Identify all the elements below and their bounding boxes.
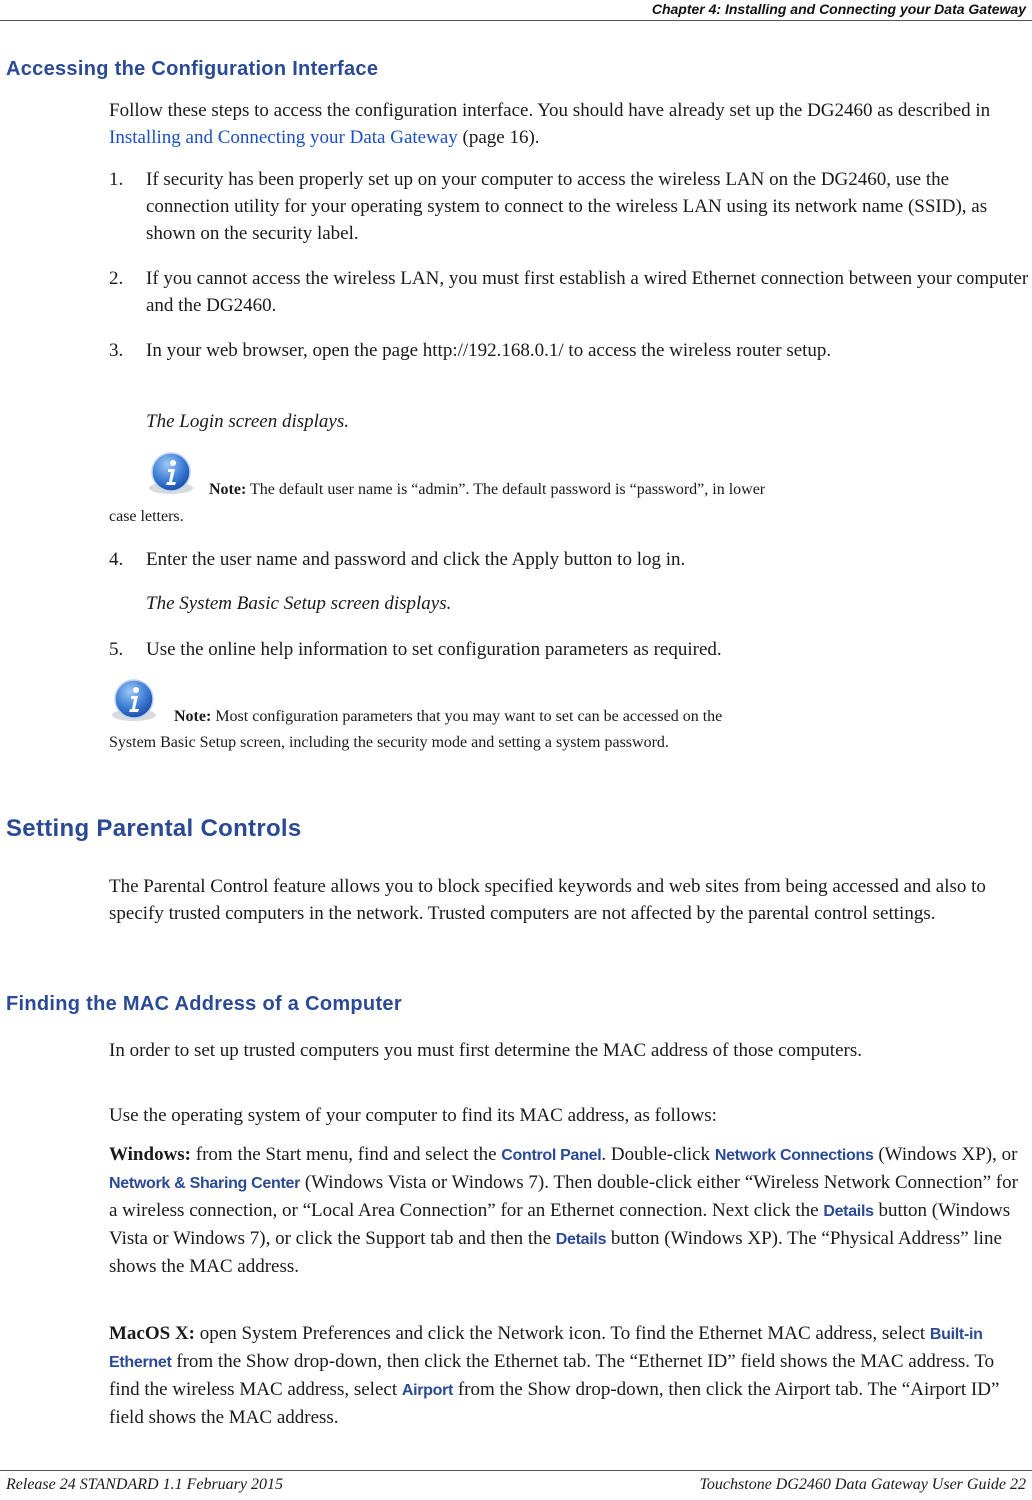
step-number: 2. bbox=[109, 268, 124, 289]
section-title-config: Accessing the Configuration Interface bbox=[6, 58, 379, 80]
macos-text: from the Show drop-down, then click the Airport tab. The “Airport ID” field shows the MAC address. bbox=[109, 1379, 1000, 1428]
note-first-line bbox=[174, 705, 722, 729]
step-text: If security has been properly set up on your computer to access the wireless LAN on the DG2460, use the connection utility for your operating system to connect to the wireless LAN using its network name (SSID), as shown on the security label. bbox=[146, 169, 988, 244]
macos-lead: MacOS X: bbox=[109, 1323, 196, 1344]
windows-lead: Windows: bbox=[109, 1144, 192, 1165]
note-label: Note: bbox=[209, 481, 247, 498]
windows-text: from the Start menu, find and select the bbox=[191, 1144, 502, 1165]
note-second-line: System Basic Setup screen, including the security mode and setting a system password. bbox=[109, 734, 669, 751]
step-text: If you cannot access the wireless LAN, you must first establish a wired Ethernet connection between your computer and the DG2460. bbox=[146, 268, 1029, 316]
parental-paragraph: The Parental Control feature allows you to block specified keywords and web sites from being accessed and also to specify trusted computers in the network. Trusted computers are not affected by the parental control settings. bbox=[109, 876, 986, 924]
note-label: Note: bbox=[174, 708, 212, 725]
intro-text-a: Follow these steps to access the configuration interface. You should have already set up the DG2460 as described in bbox=[109, 100, 991, 121]
windows-instructions bbox=[109, 1141, 1027, 1280]
running-header: Chapter 4: Installing and Connecting your Data Gateway bbox=[0, 0, 1032, 21]
ui-term-details: Details bbox=[555, 1231, 607, 1248]
info-icon bbox=[109, 679, 159, 723]
info-icon bbox=[146, 452, 196, 496]
step-number: 5. bbox=[109, 639, 124, 660]
windows-text: button (Windows XP). The “Physical Address” line shows the MAC address. bbox=[109, 1228, 1002, 1277]
macos-text: open System Preferences and click the Network icon. To find the Ethernet MAC address, select bbox=[195, 1323, 930, 1344]
step-number: 4. bbox=[109, 549, 124, 570]
ui-term-builtin-ethernet: Built-in Ethernet bbox=[109, 1326, 983, 1371]
step-text: Enter the user name and password and click the Apply button to log in. bbox=[146, 549, 686, 570]
footer-guide-page: Touchstone DG2460 Data Gateway User Guide 22 bbox=[699, 1476, 1026, 1493]
step-text: In your web browser, open the page http://192.168.0.1/ to access the wireless router setup. bbox=[146, 340, 832, 361]
note-second-line: case letters. bbox=[109, 508, 184, 525]
section-title-parental: Setting Parental Controls bbox=[6, 815, 302, 842]
intro-text-b: (page 16). bbox=[457, 127, 540, 148]
intro-paragraph bbox=[109, 97, 1027, 151]
macos-instructions bbox=[109, 1320, 1027, 1431]
note-text: The default user name is “admin”. The default password is “password”, in lower bbox=[246, 481, 766, 498]
section-title-mac: Finding the MAC Address of a Computer bbox=[6, 993, 402, 1015]
windows-text: (Windows Vista or Windows 7). Then double-click either “Wireless Network Connection” for a wireless connection, or “Local Area Connection” for an Ethernet connection. Next click the bbox=[109, 1172, 1018, 1221]
ui-term-sharing-center: Network & Sharing Center bbox=[109, 1175, 301, 1192]
mac-os-paragraph: Use the operating system of your computer to find its MAC address, as follows: bbox=[109, 1105, 717, 1126]
ui-term-details: Details bbox=[823, 1203, 874, 1220]
macos-text: from the Show drop-down, then click the Ethernet tab. The “Ethernet ID” field shows the MAC address. To find the wireless MAC address, select bbox=[109, 1351, 995, 1400]
installing-link[interactable]: Installing and Connecting your Data Gateway bbox=[109, 127, 458, 148]
page-footer bbox=[0, 1470, 1032, 1500]
step-text: Use the online help information to set configuration parameters as required. bbox=[146, 639, 722, 660]
windows-text: button (Windows Vista or Windows 7), or click the Support tab and then the bbox=[109, 1200, 1011, 1249]
step-number: 3. bbox=[109, 340, 124, 361]
ui-term-control-panel: Control Panel bbox=[501, 1147, 602, 1164]
note-text: Most configuration parameters that you may want to set can be accessed on the bbox=[211, 708, 723, 725]
ui-term-network-connections: Network Connections bbox=[714, 1147, 874, 1164]
step-number: 1. bbox=[109, 169, 124, 190]
ui-term-airport: Airport bbox=[401, 1382, 454, 1399]
windows-text: . Double-click bbox=[601, 1144, 715, 1165]
note-first-line bbox=[209, 478, 765, 502]
windows-text: (Windows XP), or bbox=[873, 1144, 1018, 1165]
footer-release: Release 24 STANDARD 1.1 February 2015 bbox=[6, 1476, 283, 1493]
mac-intro-paragraph: In order to set up trusted computers you must first determine the MAC address of those computers. bbox=[109, 1040, 862, 1061]
step-result: The System Basic Setup screen displays. bbox=[146, 593, 452, 614]
step-result: The Login screen displays. bbox=[146, 411, 350, 432]
